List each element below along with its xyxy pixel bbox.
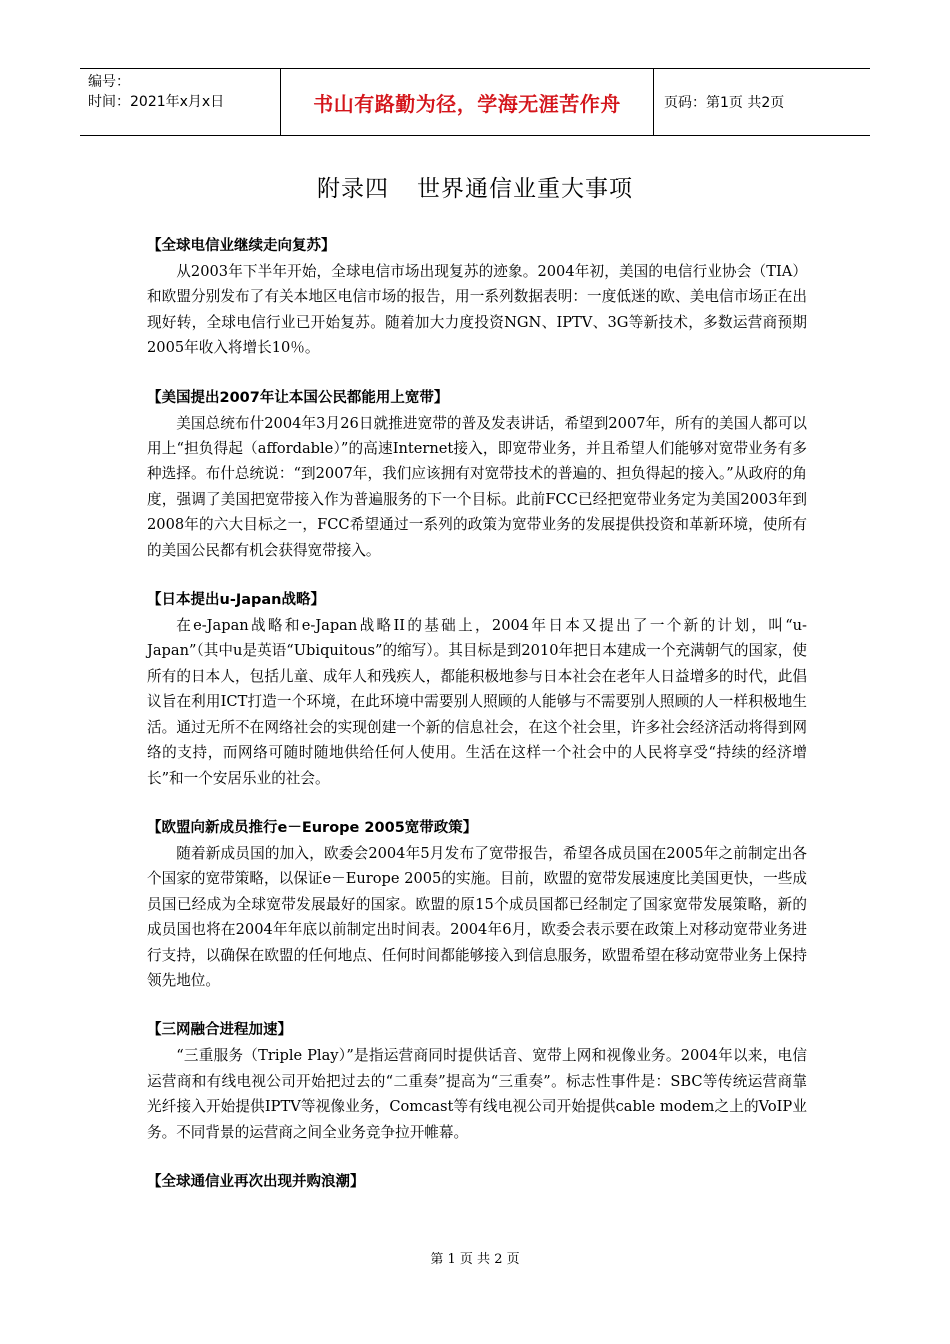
document-number: 编号： — [88, 74, 130, 90]
page-title — [0, 170, 950, 203]
section-paragraph: 美国总统布什2004年3月26日就推进宽带的普及发表讲话，希望到2007年，所有的美国人都可以用上“担负得起（affordable）”的高速Internet接入，即宽带业务，并且希望人们能够对宽带业务有多种选择。布什总统说：“到2007年，我们应该拥有对宽带技术的普遍的、担负得起的接入。”从政府的角度，强调了美国把宽带接入作为普遍服务的下一个目标。此前FCC已经把宽带业务定为美国2003年到2008年的六大目标之一，FCC希望通过一系列的政策为宽带业务的发展提供投资和革新环境，使所有的美国公民都有机会获得宽带接入。 — [147, 414, 807, 559]
section-eu-broadband — [147, 816, 807, 993]
section-us-broadband — [147, 386, 807, 563]
section-heading: 【日本提出u-Japan战略】 — [147, 592, 326, 609]
motto: 书山有路勤为径，学海无涯苦作舟 — [313, 91, 621, 116]
section-paragraph: 从2003年下半年开始，全球电信市场出现复苏的迹象。2004年初，美国的电信行业协会（TIA）和欧盟分别发布了有关本地区电信市场的报告，用一系列数据表明：一度低迷的欧、美电信市场正在出现好转，全球电信行业已开始复苏。随着加大力度投资NGN、IPTV、3G等新技术，多数运营商预期2005年收入将增长10％。 — [147, 263, 807, 357]
header-motto-cell — [281, 69, 654, 135]
header-table — [80, 68, 870, 136]
footer-page-number: 第 1 页 共 2 页 — [430, 1252, 520, 1267]
document-time: 时间：2021年x月x日 — [88, 94, 225, 110]
section-u-japan — [147, 588, 807, 791]
section-heading: 【全球电信业继续走向复苏】 — [147, 238, 336, 254]
section-heading: 【欧盟向新成员推行e－Europe 2005宽带政策】 — [147, 819, 478, 836]
page-label: 页码：第1页 共2页 — [664, 95, 785, 111]
section-mergers — [147, 1170, 807, 1195]
section-triple-play — [147, 1018, 807, 1145]
title-part-2: 世界通信业重大事项 — [417, 176, 633, 202]
section-global-recovery — [147, 234, 807, 361]
section-heading: 【三网融合进程加速】 — [147, 1022, 292, 1039]
page-footer — [0, 1248, 950, 1267]
section-heading: 【全球通信业再次出现并购浪潮】 — [147, 1173, 365, 1190]
section-paragraph: 随着新成员国的加入，欧委会2004年5月发布了宽带报告，希望各成员国在2005年之前制定出各个国家的宽带策略，以保证e－Europe 2005的实施。目前，欧盟的宽带发展速度比美国更快，一些成员国已经成为全球宽带发展最好的国家。欧盟的原15个成员国都已经制定了国家宽带发展策略，新的成员国也将在2004年年底以前制定出时间表。2004年6月，欧委会表示要在政策上对移动宽带业务进行支持，以确保在欧盟的任何地点、任何时间都能够接入到信息服务，欧盟希望在移动宽带业务上保持领先地位。 — [147, 844, 807, 989]
section-paragraph: 在e-Japan战略和e-Japan战略II的基础上，2004年日本又提出了一个新的计划，叫“u-Japan”（其中u是英语“Ubiquitous”的缩写）。其目标是到2010年把日本建成一个充满朝气的国家，使所有的日本人，包括儿童、成年人和残疾人，都能积极地参与日本社会在老年人日益增多的时代，此倡议旨在利用ICT打造一个环境，在此环境中需要别人照顾的人能够与不需要别人照顾的人一样积极地生活。通过无所不在网络社会的实现创建一个新的信息社会，在这个社会里，许多社会经济活动将得到网络的支持，而网络可随时随地供给任何人使用。生活在这样一个社会中的人民将享受“持续的经济增长”和一个安居乐业的社会。 — [147, 617, 807, 787]
header-page-info — [654, 69, 870, 135]
document-body — [147, 234, 807, 1220]
header-meta — [80, 69, 281, 135]
section-heading: 【美国提出2007年让本国公民都能用上宽带】 — [147, 389, 449, 406]
title-part-1: 附录四 — [317, 176, 389, 202]
section-paragraph: “三重服务（Triple Play）”是指运营商同时提供话音、宽带上网和视像业务。2004年以来，电信运营商和有线电视公司开始把过去的“二重奏”提高为“三重奏”。标志性事件是：SBC等传统运营商靠光纤接入开始提供IPTV等视像业务，Comcast等有线电视公司开始提供cable modem之上的VoIP业务。不同背景的运营商之间全业务竞争拉开帷幕。 — [147, 1047, 807, 1141]
